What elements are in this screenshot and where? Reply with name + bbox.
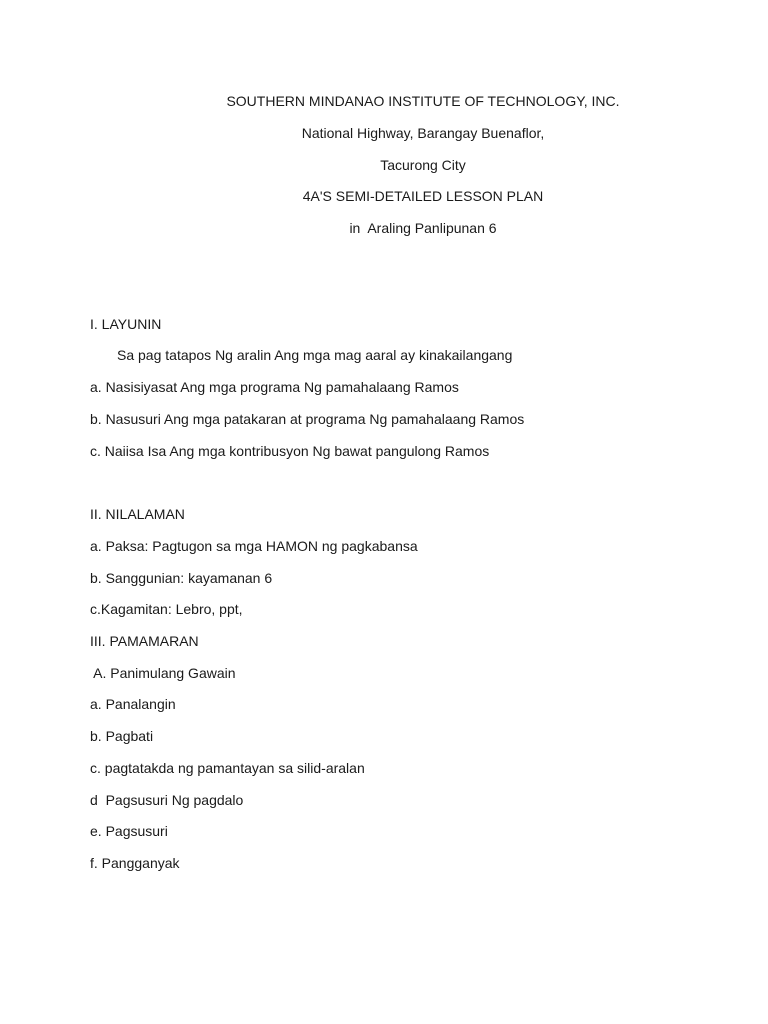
lesson-plan-title: 4A'S SEMI-DETAILED LESSON PLAN	[302, 188, 544, 204]
institution-name: SOUTHERN MINDANAO INSTITUTE OF TECHNOLOGY, INC.	[226, 93, 620, 109]
list-item: f. Pangganyak	[90, 855, 180, 871]
section-intro: Sa pag tatapos Ng aralin Ang mga mag aaral ay kinakailangang	[117, 347, 513, 363]
section-heading: II. NILALAMAN	[90, 506, 185, 522]
section-subheading: A. Panimulang Gawain	[90, 665, 236, 681]
list-item: b. Nasusuri Ang mga patakaran at programa Ng pamahalaang Ramos	[90, 411, 525, 427]
list-item: a. Nasisiyasat Ang mga programa Ng pamahalaang Ramos	[90, 379, 459, 395]
list-item: d Pagsusuri Ng pagdalo	[90, 792, 244, 808]
list-item: c.Kagamitan: Lebro, ppt,	[90, 601, 243, 617]
list-item: c. Naiisa Isa Ang mga kontribusyon Ng bawat pangulong Ramos	[90, 443, 490, 459]
list-item: a. Panalangin	[90, 696, 176, 712]
address-line-1: National Highway, Barangay Buenaflor,	[301, 125, 545, 141]
list-item: a. Paksa: Pagtugon sa mga HAMON ng pagkabansa	[90, 538, 418, 554]
subject-line: in Araling Panlipunan 6	[349, 220, 497, 236]
section-heading: III. PAMAMARAN	[90, 633, 199, 649]
list-item: c. pagtatakda ng pamantayan sa silid-aralan	[90, 760, 365, 776]
section-heading: I. LAYUNIN	[90, 316, 162, 332]
list-item: e. Pagsusuri	[90, 823, 168, 839]
list-item: b. Pagbati	[90, 728, 154, 744]
list-item: b. Sanggunian: kayamanan 6	[90, 570, 273, 586]
address-line-2: Tacurong City	[380, 157, 466, 173]
